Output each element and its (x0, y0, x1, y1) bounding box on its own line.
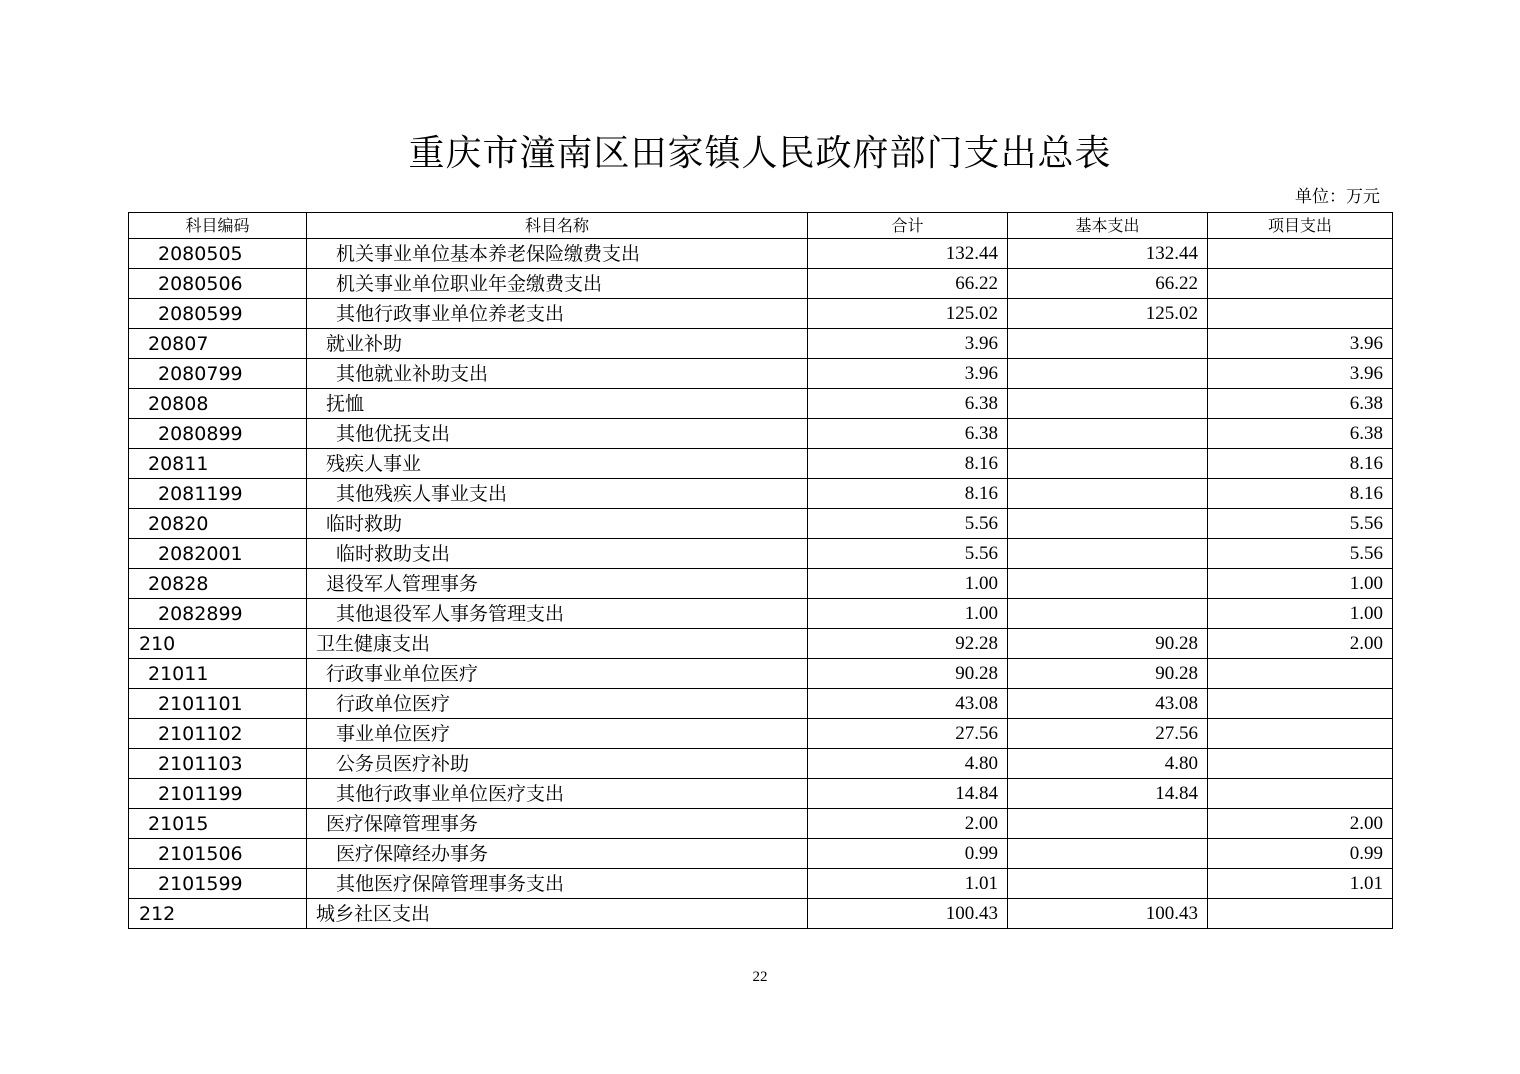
cell-total: 92.28 (808, 629, 1008, 659)
cell-code: 20807 (129, 329, 307, 359)
cell-name: 其他就业补助支出 (307, 359, 808, 389)
table-row (129, 299, 1393, 329)
cell-basic: 132.44 (1008, 239, 1208, 269)
cell-name: 机关事业单位基本养老保险缴费支出 (307, 239, 808, 269)
cell-project: 1.00 (1208, 569, 1393, 599)
table-row (129, 269, 1393, 299)
cell-total: 6.38 (808, 419, 1008, 449)
header-project: 项目支出 (1208, 213, 1393, 239)
table-row (129, 689, 1393, 719)
cell-code: 2080506 (129, 269, 307, 299)
cell-basic (1008, 509, 1208, 539)
cell-name: 其他医疗保障管理事务支出 (307, 869, 808, 899)
cell-name: 医疗保障管理事务 (307, 809, 808, 839)
cell-name: 临时救助 (307, 509, 808, 539)
cell-project (1208, 719, 1393, 749)
cell-project: 6.38 (1208, 419, 1393, 449)
cell-project: 6.38 (1208, 389, 1393, 419)
cell-total: 100.43 (808, 899, 1008, 929)
cell-project (1208, 899, 1393, 929)
cell-code: 20820 (129, 509, 307, 539)
header-basic: 基本支出 (1008, 213, 1208, 239)
cell-code: 21011 (129, 659, 307, 689)
table-row (129, 839, 1393, 869)
cell-code: 2101103 (129, 749, 307, 779)
cell-total: 0.99 (808, 839, 1008, 869)
cell-basic (1008, 329, 1208, 359)
unit-label: 单位：万元 (1295, 187, 1380, 207)
table-row (129, 449, 1393, 479)
cell-code: 20811 (129, 449, 307, 479)
cell-code: 2101199 (129, 779, 307, 809)
cell-basic (1008, 809, 1208, 839)
cell-total: 6.38 (808, 389, 1008, 419)
cell-total: 27.56 (808, 719, 1008, 749)
cell-project: 3.96 (1208, 329, 1393, 359)
cell-code: 2080899 (129, 419, 307, 449)
cell-code: 2101101 (129, 689, 307, 719)
cell-code: 2080799 (129, 359, 307, 389)
cell-basic (1008, 569, 1208, 599)
table-row (129, 239, 1393, 269)
cell-total: 5.56 (808, 509, 1008, 539)
cell-project: 1.01 (1208, 869, 1393, 899)
cell-code: 20828 (129, 569, 307, 599)
cell-basic: 27.56 (1008, 719, 1208, 749)
cell-total: 8.16 (808, 479, 1008, 509)
table-row (129, 389, 1393, 419)
cell-total: 1.00 (808, 599, 1008, 629)
cell-project (1208, 689, 1393, 719)
cell-basic (1008, 599, 1208, 629)
cell-code: 2101599 (129, 869, 307, 899)
table-header-row (129, 213, 1393, 239)
cell-total: 4.80 (808, 749, 1008, 779)
cell-project: 5.56 (1208, 509, 1393, 539)
page-title: 重庆市潼南区田家镇人民政府部门支出总表 (408, 133, 1112, 174)
cell-code: 212 (129, 899, 307, 929)
cell-name: 就业补助 (307, 329, 808, 359)
header-code: 科目编码 (129, 213, 307, 239)
cell-code: 210 (129, 629, 307, 659)
cell-basic: 125.02 (1008, 299, 1208, 329)
cell-name: 退役军人管理事务 (307, 569, 808, 599)
cell-code: 2080599 (129, 299, 307, 329)
table-row (129, 779, 1393, 809)
cell-code: 2082899 (129, 599, 307, 629)
cell-basic (1008, 389, 1208, 419)
cell-total: 3.96 (808, 329, 1008, 359)
cell-basic (1008, 869, 1208, 899)
table-row (129, 749, 1393, 779)
cell-name: 医疗保障经办事务 (307, 839, 808, 869)
cell-total: 132.44 (808, 239, 1008, 269)
header-name: 科目名称 (307, 213, 808, 239)
table-row (129, 329, 1393, 359)
cell-name: 卫生健康支出 (307, 629, 808, 659)
table-row (129, 479, 1393, 509)
cell-basic: 90.28 (1008, 659, 1208, 689)
cell-code: 2082001 (129, 539, 307, 569)
cell-basic: 43.08 (1008, 689, 1208, 719)
cell-project: 0.99 (1208, 839, 1393, 869)
cell-basic (1008, 419, 1208, 449)
cell-name: 残疾人事业 (307, 449, 808, 479)
cell-code: 2101506 (129, 839, 307, 869)
cell-project: 2.00 (1208, 809, 1393, 839)
cell-name: 其他行政事业单位养老支出 (307, 299, 808, 329)
table-body (129, 239, 1393, 929)
cell-project: 8.16 (1208, 449, 1393, 479)
cell-total: 43.08 (808, 689, 1008, 719)
cell-project: 3.96 (1208, 359, 1393, 389)
cell-basic (1008, 839, 1208, 869)
table-row (129, 899, 1393, 929)
table-row (129, 599, 1393, 629)
cell-basic: 66.22 (1008, 269, 1208, 299)
table-row (129, 509, 1393, 539)
cell-code: 21015 (129, 809, 307, 839)
cell-total: 14.84 (808, 779, 1008, 809)
cell-project (1208, 779, 1393, 809)
cell-name: 其他残疾人事业支出 (307, 479, 808, 509)
cell-basic: 14.84 (1008, 779, 1208, 809)
cell-project: 2.00 (1208, 629, 1393, 659)
table-row (129, 719, 1393, 749)
cell-basic: 100.43 (1008, 899, 1208, 929)
table-row (129, 869, 1393, 899)
cell-name: 其他行政事业单位医疗支出 (307, 779, 808, 809)
cell-total: 8.16 (808, 449, 1008, 479)
cell-project (1208, 239, 1393, 269)
cell-total: 1.01 (808, 869, 1008, 899)
cell-total: 125.02 (808, 299, 1008, 329)
cell-total: 3.96 (808, 359, 1008, 389)
cell-code: 20808 (129, 389, 307, 419)
table-row (129, 419, 1393, 449)
cell-name: 事业单位医疗 (307, 719, 808, 749)
expenditure-table (128, 212, 1393, 929)
table-row (129, 359, 1393, 389)
cell-project (1208, 269, 1393, 299)
cell-basic (1008, 479, 1208, 509)
cell-name: 行政事业单位医疗 (307, 659, 808, 689)
table-row (129, 539, 1393, 569)
cell-project: 8.16 (1208, 479, 1393, 509)
cell-name: 抚恤 (307, 389, 808, 419)
table-row (129, 659, 1393, 689)
cell-name: 临时救助支出 (307, 539, 808, 569)
cell-basic: 90.28 (1008, 629, 1208, 659)
cell-code: 2081199 (129, 479, 307, 509)
cell-name: 行政单位医疗 (307, 689, 808, 719)
page-number: 22 (752, 969, 768, 985)
cell-total: 90.28 (808, 659, 1008, 689)
cell-total: 5.56 (808, 539, 1008, 569)
header-total: 合计 (808, 213, 1008, 239)
cell-name: 机关事业单位职业年金缴费支出 (307, 269, 808, 299)
cell-name: 公务员医疗补助 (307, 749, 808, 779)
cell-project (1208, 659, 1393, 689)
cell-basic (1008, 539, 1208, 569)
cell-basic (1008, 359, 1208, 389)
cell-basic: 4.80 (1008, 749, 1208, 779)
cell-code: 2101102 (129, 719, 307, 749)
cell-total: 66.22 (808, 269, 1008, 299)
table-row (129, 809, 1393, 839)
table-row (129, 569, 1393, 599)
cell-project (1208, 749, 1393, 779)
cell-name: 其他退役军人事务管理支出 (307, 599, 808, 629)
cell-total: 1.00 (808, 569, 1008, 599)
cell-project: 5.56 (1208, 539, 1393, 569)
cell-name: 其他优抚支出 (307, 419, 808, 449)
cell-project: 1.00 (1208, 599, 1393, 629)
cell-code: 2080505 (129, 239, 307, 269)
cell-total: 2.00 (808, 809, 1008, 839)
table-row (129, 629, 1393, 659)
cell-project (1208, 299, 1393, 329)
cell-name: 城乡社区支出 (307, 899, 808, 929)
cell-basic (1008, 449, 1208, 479)
